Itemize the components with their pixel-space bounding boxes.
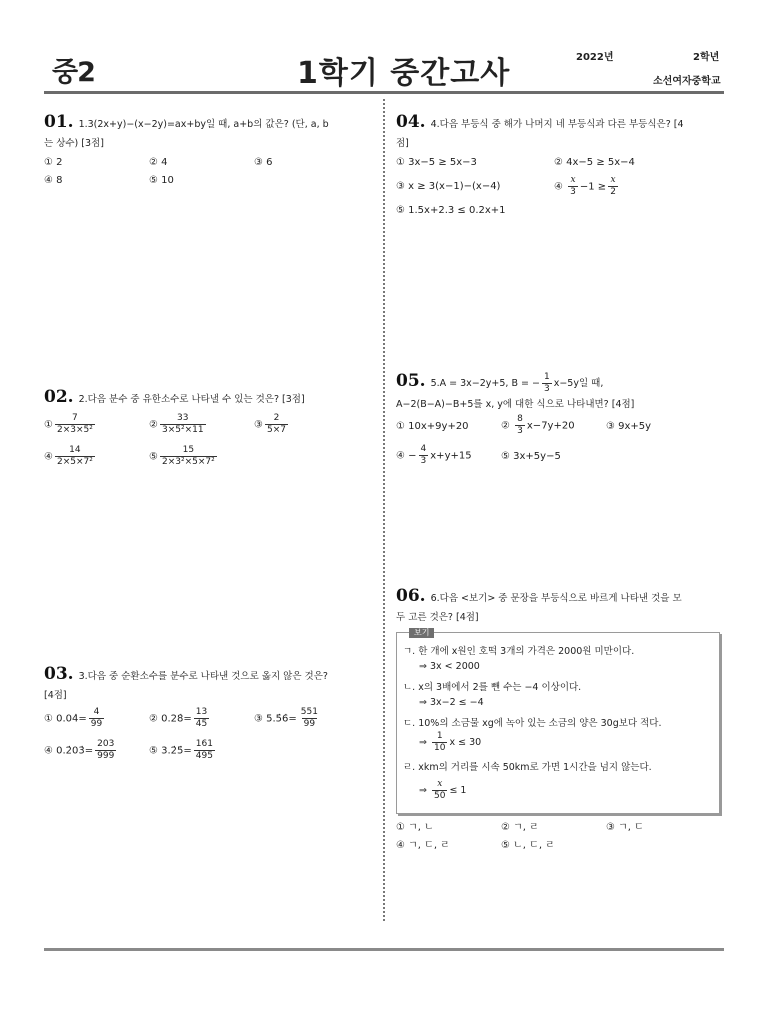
option-3[interactable]: ③ ㄱ, ㄷ [606, 822, 644, 833]
column-divider [383, 99, 385, 921]
option-5[interactable]: ⑤ 3.2̇5̇= $\frac{161}{495}$ [149, 739, 213, 761]
bogi-item-b-answer: ⇒ 3x−2 ≤ −4 [419, 697, 484, 708]
question-number: 06. [396, 586, 426, 606]
option-4[interactable]: ④ $\frac{x}{3}$ −1 ≥ $\frac{x}{2}$ [554, 175, 616, 197]
question-4 [396, 113, 726, 223]
bogi-item-c: ㄷ. 10%의 소금물 xg에 녹아 있는 소금의 양은 30g보다 적다. [403, 718, 662, 729]
bogi-item-d-answer: ⇒ $\frac{x}{50}$ ≤ 1 [419, 779, 467, 801]
option-1[interactable]: ① $\frac{7}{\text{2×3×5²}}$ [44, 413, 93, 435]
question-number: 02. [44, 387, 74, 407]
question-text: 3.다음 중 순환소수를 분수로 나타낸 것으로 옳지 않은 것은? [78, 671, 328, 682]
option-3[interactable]: ③ 6 [254, 157, 273, 168]
option-5[interactable]: ⑤ ㄴ, ㄷ, ㄹ [501, 840, 555, 851]
question-2 [44, 388, 379, 475]
question-number: 04. [396, 112, 426, 132]
question-text-cont: A−2(B−A)−B+5를 x, y에 대한 식으로 나타내면? [4점] [396, 399, 635, 410]
bogi-box [396, 628, 720, 814]
question-text: 2.다음 분수 중 유한소수로 나타낼 수 있는 것은? [3점] [78, 394, 305, 405]
option-2[interactable]: ② $\frac{33}{\text{3×5²×11}}$ [149, 413, 204, 435]
question-1 [44, 113, 379, 193]
question-6-options [396, 818, 726, 854]
option-5[interactable]: ⑤ $\frac{15}{\text{2×3²×5×7²}}$ [149, 445, 215, 467]
question-text: 1.3(2x+y)−(x−2y)=ax+by일 때, a+b의 값은? (단, a, b [78, 119, 329, 130]
question-text: 4.다음 부등식 중 해가 나머지 네 부등식과 다른 부등식은? [4 [430, 119, 684, 130]
option-2[interactable]: ② 4x−5 ≥ 5x−4 [554, 157, 635, 168]
bogi-item-a-answer: ⇒ 3x < 2000 [419, 661, 480, 672]
header-rule [44, 91, 724, 94]
school-name: 소선여자중학교 [653, 76, 721, 87]
question-3 [44, 665, 379, 769]
question-number: 03. [44, 664, 74, 684]
question-number: 01. [44, 112, 74, 132]
option-2[interactable]: ② 4 [149, 157, 168, 168]
footer-rule [44, 948, 724, 951]
option-3[interactable]: ③ $\frac{2}{5\times 7}$ [254, 413, 286, 435]
option-3[interactable]: ③ x ≥ 3(x−1)−(x−4) [396, 181, 501, 192]
exam-title: 1학기 중간고사 [297, 56, 511, 91]
option-4[interactable]: ④ 0.2̇03̇= $\frac{203}{999}$ [44, 739, 115, 761]
option-2[interactable]: ② ㄱ, ㄹ [501, 822, 539, 833]
bogi-label: 보기 [409, 628, 434, 638]
option-1[interactable]: ① ㄱ, ㄴ [396, 822, 434, 833]
bogi-item-b: ㄴ. x의 3배에서 2를 뺀 수는 −4 이상이다. [403, 682, 582, 693]
option-1[interactable]: ① 10x+9y+20 [396, 421, 469, 432]
exam-year: 2022년 [576, 52, 614, 63]
question-6 [396, 587, 726, 627]
question-5 [396, 372, 726, 472]
bogi-item-d: ㄹ. xkm의 거리를 시속 50km로 가면 1시간을 넘지 않는다. [403, 762, 652, 773]
option-1[interactable]: ① 0.04̇= $\frac{4}{99}$ [44, 707, 103, 729]
option-4[interactable]: ④ ㄱ, ㄷ, ㄹ [396, 840, 450, 851]
option-4[interactable]: ④ − $\frac{4}{3}$ x+y+15 [396, 444, 472, 466]
question-number: 05. [396, 371, 426, 391]
option-5[interactable]: ⑤ 3x+5y−5 [501, 451, 561, 462]
question-text: 6.다음 <보기> 중 문장을 부등식으로 바르게 나타낸 것을 모 [430, 593, 682, 604]
option-2[interactable]: ② $\frac{8}{3}$ x−7y+20 [501, 414, 575, 436]
bogi-item-a: ㄱ. 한 개에 x원인 호떡 3개의 가격은 2000원 미만이다. [403, 646, 635, 657]
option-3[interactable]: ③ 5.5̇6̇= $\frac{551}{99}$ [254, 707, 318, 729]
bogi-item-c-answer: ⇒ $\frac{1}{10}$ x ≤ 30 [419, 731, 482, 753]
option-5[interactable]: ⑤ 10 [149, 175, 174, 186]
option-3[interactable]: ③ 9x+5y [606, 421, 652, 432]
option-1[interactable]: ① 3x−5 ≥ 5x−3 [396, 157, 477, 168]
option-4[interactable]: ④ 8 [44, 175, 63, 186]
question-text-cont: [4점] [44, 690, 67, 701]
question-text-cont: 점] [396, 138, 409, 149]
option-1[interactable]: ① 2 [44, 157, 63, 168]
option-5[interactable]: ⑤ 1.5x+2.3 ≤ 0.2x+1 [396, 205, 506, 216]
question-text-cont: 두 고른 것은? [4점] [396, 612, 479, 623]
question-text-cont: 는 상수) [3점] [44, 138, 104, 149]
option-2[interactable]: ② 0.28̇= $\frac{13}{45}$ [149, 707, 208, 729]
grade-label: 중2 [52, 57, 95, 88]
option-4[interactable]: ④ $\frac{14}{\text{2×5×7²}}$ [44, 445, 93, 467]
question-text: 5.A = 3x−2y+5, B = − $\frac{1}{3}$ x−5y일 때, [430, 372, 604, 394]
grade-year: 2학년 [693, 52, 720, 63]
